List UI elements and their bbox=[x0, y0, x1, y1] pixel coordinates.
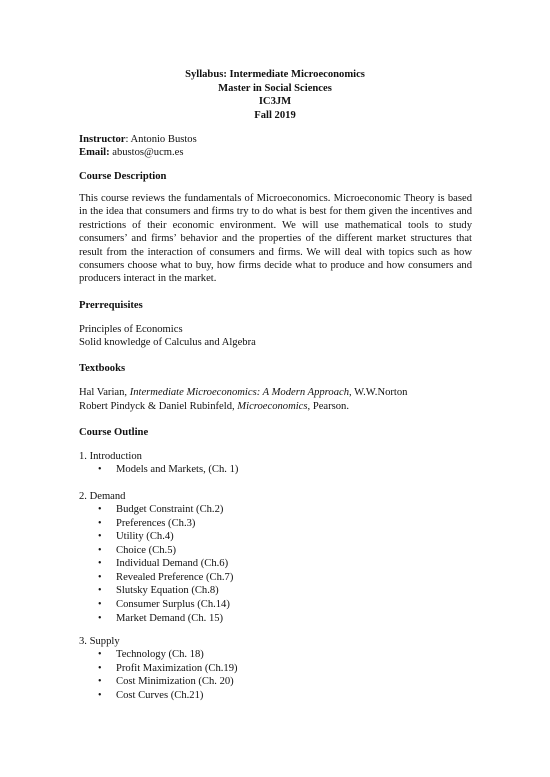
outline-topic: • Slutsky Equation (Ch.8) bbox=[98, 585, 219, 597]
outline-topic: • Models and Markets, (Ch. 1) bbox=[98, 464, 239, 476]
outline-topic: • Utility (Ch.4) bbox=[98, 531, 174, 543]
bullet-icon: • bbox=[98, 676, 102, 688]
textbook-author: Robert Pindyck & Daniel Rubinfeld, bbox=[79, 401, 238, 412]
outline-section-title: 1. Introduction bbox=[79, 451, 142, 462]
instructor-name: : Antonio Bustos bbox=[125, 134, 197, 145]
instructor-line bbox=[79, 133, 197, 146]
outline-topic: • Individual Demand (Ch.6) bbox=[98, 558, 229, 570]
course-outline-heading: Course Outline bbox=[79, 427, 149, 438]
bullet-icon: • bbox=[98, 571, 102, 583]
course-code: IC3JM bbox=[258, 96, 292, 107]
prerequisite-item: Principles of Economics bbox=[79, 324, 183, 335]
outline-topic-list bbox=[98, 503, 233, 625]
bullet-icon: • bbox=[98, 689, 102, 701]
course-description-heading: Course Description bbox=[79, 171, 167, 182]
bullet-icon: • bbox=[98, 504, 102, 516]
prerequisites-heading: Prerrequisites bbox=[79, 300, 143, 311]
textbook-title: Microeconomics bbox=[237, 401, 308, 412]
outline-topic: • Cost Curves (Ch.21) bbox=[98, 689, 204, 701]
outline-topic: • Profit Maximization (Ch.19) bbox=[98, 662, 238, 674]
outline-topic: • Preferences (Ch.3) bbox=[98, 517, 196, 529]
outline-topic: • Market Demand (Ch. 15) bbox=[98, 612, 224, 624]
bullet-icon: • bbox=[98, 612, 102, 624]
email-line bbox=[79, 146, 184, 159]
outline-topic: • Revealed Preference (Ch.7) bbox=[98, 571, 234, 583]
textbook-publisher: , W.W.Norton bbox=[349, 387, 408, 398]
bullet-icon: • bbox=[98, 662, 102, 674]
textbook-item bbox=[79, 386, 407, 399]
bullet-icon: • bbox=[98, 649, 102, 661]
email-address: abustos@ucm.es bbox=[109, 147, 184, 158]
outline-topic-list bbox=[98, 463, 238, 477]
bullet-icon: • bbox=[98, 585, 102, 597]
course-description-text: This course reviews the fundamentals of Microeconomics. Microeconomic Theory is based in the idea that consumers and firms try to do what is best for them given the incentives and restrictions of their economic environment. We will use mathematical tools to study consumers’ and firms’ behavior and the properties of the different market structures that result from the interaction of consumers and firms. We will deal with topics such as how consumers choose what to buy, how firms decide what to produce and how consumers and producers interact in the market. bbox=[79, 193, 472, 285]
bullet-icon: • bbox=[98, 531, 102, 543]
outline-section-title: 2. Demand bbox=[79, 491, 126, 502]
instructor-label: Instructor bbox=[79, 134, 126, 145]
bullet-icon: • bbox=[98, 558, 102, 570]
textbook-publisher: , Pearson. bbox=[307, 401, 350, 412]
outline-topic: • Choice (Ch.5) bbox=[98, 544, 177, 556]
prerequisite-item: Solid knowledge of Calculus and Algebra bbox=[79, 337, 256, 348]
bullet-icon: • bbox=[98, 544, 102, 556]
textbook-author: Hal Varian, bbox=[79, 387, 130, 398]
outline-section-title: 3. Supply bbox=[79, 636, 120, 647]
email-label: Email: bbox=[79, 147, 110, 158]
bullet-icon: • bbox=[98, 599, 102, 610]
outline-topic: • Consumer Surplus (Ch.14) bbox=[98, 599, 230, 610]
outline-topic: • Technology (Ch. 18) bbox=[98, 649, 204, 661]
textbook-title: Intermediate Microeconomics: A Modern Approach bbox=[129, 387, 349, 398]
outline-topic: • Cost Minimization (Ch. 20) bbox=[98, 676, 234, 688]
outline-topic: • Budget Constraint (Ch.2) bbox=[98, 504, 224, 516]
term: Fall 2019 bbox=[254, 109, 296, 121]
syllabus-title: Syllabus: Intermediate Microeconomics bbox=[185, 69, 365, 80]
textbook-item bbox=[79, 400, 349, 413]
bullet-icon: • bbox=[98, 464, 102, 476]
textbooks-heading: Textbooks bbox=[79, 363, 126, 374]
bullet-icon: • bbox=[98, 517, 102, 529]
syllabus-header bbox=[0, 68, 550, 122]
outline-topic-list bbox=[98, 648, 238, 702]
program-name: Master in Social Sciences bbox=[218, 82, 332, 94]
